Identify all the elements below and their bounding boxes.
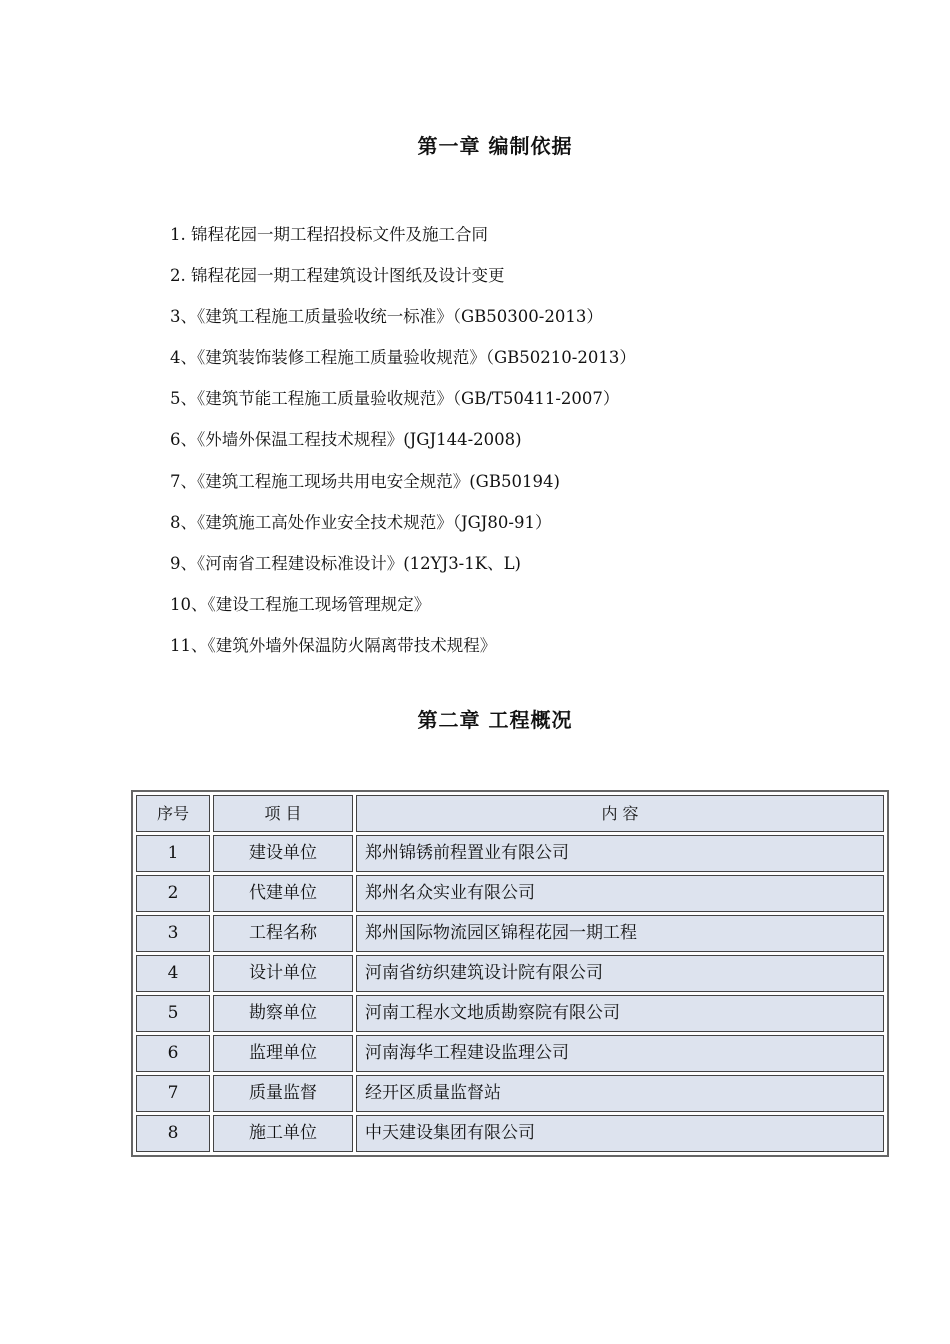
table-row bbox=[136, 835, 884, 872]
cell-item: 工程名称 bbox=[213, 915, 353, 952]
reference-list bbox=[170, 222, 636, 674]
cell-item: 代建单位 bbox=[213, 875, 353, 912]
table-row bbox=[136, 955, 884, 992]
chapter-1-title: 第一章 编制依据 bbox=[417, 134, 573, 158]
table-row bbox=[136, 875, 884, 912]
reference-item: 2. 锦程花园一期工程建筑设计图纸及设计变更 bbox=[170, 266, 505, 286]
header-cell-content: 内 容 bbox=[356, 795, 884, 832]
header-cell-number: 序号 bbox=[136, 795, 210, 832]
cell-content: 郑州国际物流园区锦程花园一期工程 bbox=[356, 915, 884, 952]
table-row bbox=[136, 1035, 884, 1072]
cell-content: 中天建设集团有限公司 bbox=[356, 1115, 884, 1152]
chapter-2-title: 第二章 工程概况 bbox=[417, 708, 573, 732]
cell-content: 河南工程水文地质勘察院有限公司 bbox=[356, 995, 884, 1032]
cell-item: 勘察单位 bbox=[213, 995, 353, 1032]
reference-item: 11、《建筑外墙外保温防火隔离带技术规程》 bbox=[170, 635, 497, 655]
table-row bbox=[136, 1075, 884, 1112]
cell-item: 设计单位 bbox=[213, 955, 353, 992]
table-row bbox=[136, 915, 884, 952]
reference-item: 4、《建筑装饰装修工程施工质量验收规范》（GB50210-2013） bbox=[170, 348, 636, 368]
table-header-row bbox=[136, 795, 884, 832]
cell-number: 4 bbox=[136, 955, 210, 992]
cell-number: 5 bbox=[136, 995, 210, 1032]
reference-item: 8、《建筑施工高处作业安全技术规范》（JGJ80-91） bbox=[170, 512, 552, 532]
cell-number: 2 bbox=[136, 875, 210, 912]
cell-number: 1 bbox=[136, 835, 210, 872]
reference-item: 1. 锦程花园一期工程招投标文件及施工合同 bbox=[170, 225, 488, 244]
reference-item: 7、《建筑工程施工现场共用电安全规范》(GB50194) bbox=[170, 471, 560, 491]
project-overview-table bbox=[131, 790, 889, 1157]
cell-item: 质量监督 bbox=[213, 1075, 353, 1112]
cell-item: 建设单位 bbox=[213, 835, 353, 872]
cell-content: 郑州名众实业有限公司 bbox=[356, 875, 884, 912]
reference-item: 9、《河南省工程建设标准设计》(12YJ3-1K、L) bbox=[170, 553, 521, 573]
cell-number: 3 bbox=[136, 915, 210, 952]
cell-number: 8 bbox=[136, 1115, 210, 1152]
cell-content: 经开区质量监督站 bbox=[356, 1075, 884, 1112]
reference-item: 5、《建筑节能工程施工质量验收规范》（GB/T50411-2007） bbox=[170, 389, 620, 409]
reference-item: 10、《建设工程施工现场管理规定》 bbox=[170, 594, 431, 614]
table-row bbox=[136, 1115, 884, 1152]
reference-item: 6、《外墙外保温工程技术规程》(JGJ144-2008) bbox=[170, 430, 522, 450]
cell-item: 施工单位 bbox=[213, 1115, 353, 1152]
reference-item: 3、《建筑工程施工质量验收统一标准》（GB50300-2013） bbox=[170, 307, 603, 327]
table-row bbox=[136, 995, 884, 1032]
cell-content: 郑州锦锈前程置业有限公司 bbox=[356, 835, 884, 872]
cell-number: 7 bbox=[136, 1075, 210, 1112]
cell-content: 河南省纺织建筑设计院有限公司 bbox=[356, 955, 884, 992]
cell-item: 监理单位 bbox=[213, 1035, 353, 1072]
cell-content: 河南海华工程建设监理公司 bbox=[356, 1035, 884, 1072]
cell-number: 6 bbox=[136, 1035, 210, 1072]
header-cell-item: 项 目 bbox=[213, 795, 353, 832]
